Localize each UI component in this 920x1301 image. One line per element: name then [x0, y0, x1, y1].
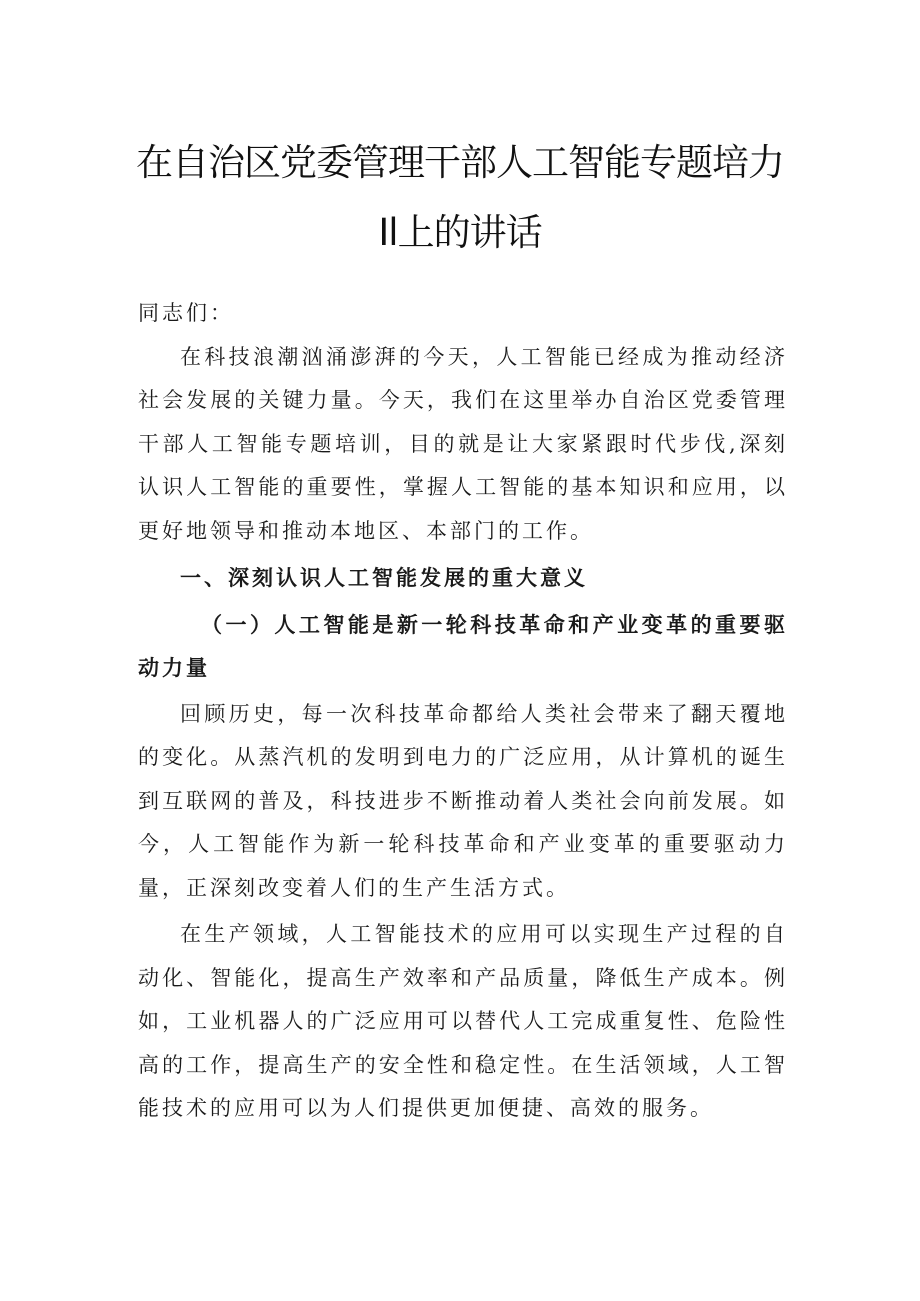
body-paragraph: 回顾历史，每一次科技革命都给人类社会带来了翻天覆地的变化。从蒸汽机的发明到电力的广泛应用，从计算机的诞生到互联网的普及，科技进步不断推动着人类社会向前发展。如今，人工智能作为新一轮科技革命和产业变革的重要驱动力量，正深刻改变着人们的生产生活方式。 — [138, 701, 788, 900]
salutation: 同志们： — [138, 301, 234, 325]
subsection-heading-1: （一）人工智能是新一轮科技革命和产业变革的重要驱动力量 — [138, 611, 788, 680]
body-paragraph: 在生产领域，人工智能技术的应用可以实现生产过程的自动化、智能化，提高生产效率和产品质量，降低生产成本。例如，工业机器人的广泛应用可以替代人工完成重复性、危险性高的工作，提高生产的安全性和稳定性。在生活领域，人工智能技术的应用可以为人们提供更加便捷、高效的服务。 — [138, 922, 788, 1120]
document-title: 在自治区党委管理干部人工智能专题培力Il上的讲话 — [136, 141, 784, 254]
intro-paragraph: 在科技浪潮汹涌澎湃的今天，人工智能已经成为推动经济社会发展的关键力量。今天，我们在这里举办自治区党委管理干部人工智能专题培训，目的就是让大家紧跟时代步伐,深刻认识人工智能的重要性，掌握人工智能的基本知识和应用，以更好地领导和推动本地区、本部门的工作。 — [138, 344, 788, 543]
section-heading-1: 一、深刻认识人工智能发展的重大意义 — [180, 565, 588, 590]
document-body — [138, 292, 788, 1131]
